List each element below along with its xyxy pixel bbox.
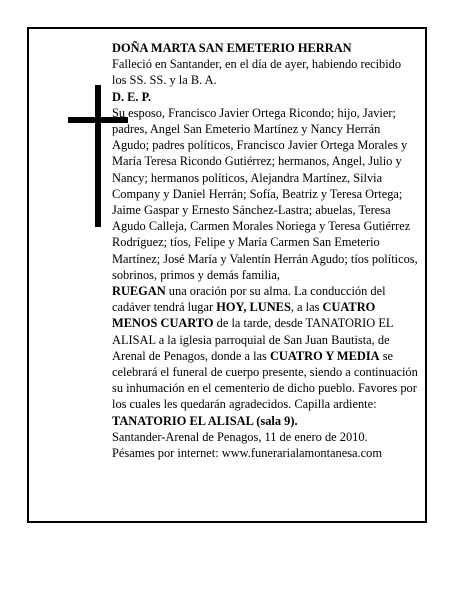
chapel-name: TANATORIO EL ALISAL (sala 9).: [112, 413, 298, 428]
at-text: , a las: [290, 300, 323, 315]
rip-line: D. E. P.: [112, 89, 152, 104]
death-statement: Falleció en Santander, en el día de ayer, habiendo recibido los SS. SS. y la B. A.: [112, 57, 402, 88]
notice-body: [112, 40, 418, 461]
route-text: de la tarde, desde TANATORIO EL ALISAL a la iglesia parroquial de San Juan Bautista, de Arenal de Penagos, donde a las: [112, 316, 394, 363]
prayer-text: una oración por su alma. La conducción del cadáver tendrá lugar: [112, 284, 386, 315]
procession-time: CUATRO MENOS CUARTO: [112, 300, 376, 331]
family-list: Su esposo, Francisco Javier Ortega Ricondo; hijo, Javier; padres, Angel San Emeterio Martínez y Nancy Herrán Agudo; padres políticos, Francisco Javier Ortega Morales y María Teresa Ricondo Gutiérrez; hermanos, Angel, Julio y Nancy; hermanos políticos, Alejandra Martínez, Silvia Company y Daniel Herrán; Sofía, Beatriz y Teresa Ortega; Jaime Gaspar y Ernesto Sánchez-Lastra; abuelas, Teresa Agudo Calleja, Carmen Morales Noriega y Teresa Gutiérrez Rodríguez; tíos, Felipe y María Carmen San Emeterio Martínez; José María y Valentín Herrán Agudo; tíos políticos, sobrinos, primos y demás familia,: [112, 105, 418, 282]
condolences-line: Pésames por internet: www.funerarialamontanesa.com: [112, 446, 382, 461]
ruegan-label: RUEGAN: [112, 284, 166, 299]
funeral-text: se celebrará el funeral de cuerpo presente, siendo a continuación su inhumación en el cementerio de dicho pueblo. Favores por los cuales les quedarán agradecidos. Capilla ardiente:: [112, 348, 418, 412]
funeral-time: CUATRO Y MEDIA: [269, 348, 380, 363]
service-details: [112, 283, 418, 429]
place-date: Santander-Arenal de Penagos, 11 de enero de 2010.: [112, 429, 368, 444]
cross-icon: [95, 85, 101, 227]
deceased-name: DOÑA MARTA SAN EMETERIO HERRAN: [112, 41, 352, 55]
service-day: HOY, LUNES: [216, 300, 291, 315]
